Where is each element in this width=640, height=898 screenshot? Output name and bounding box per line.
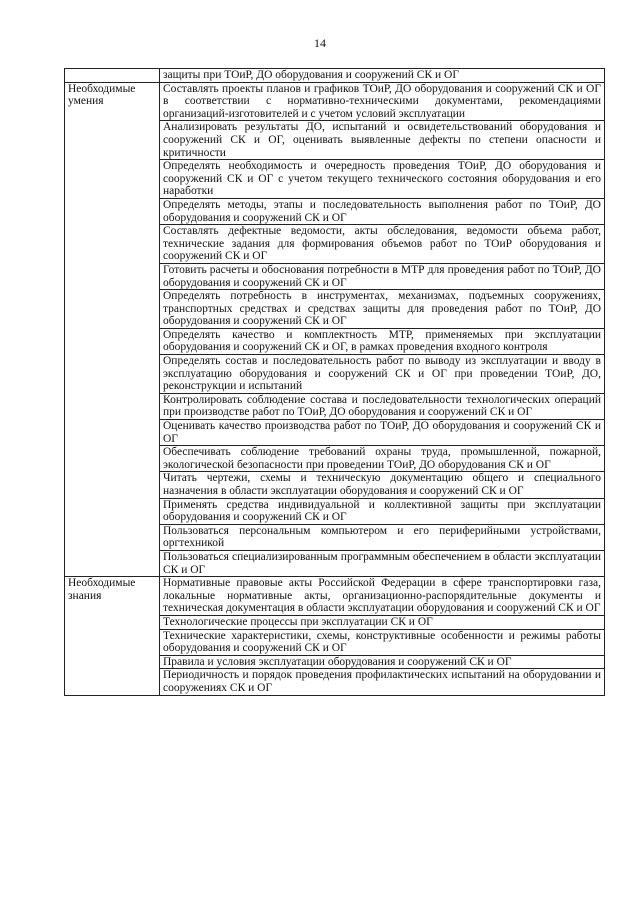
requirement-item: Готовить расчеты и обоснования потребности в МТР для проведения работ по ТОиР, ДО оборудования и сооружений СК и ОГ	[160, 263, 605, 289]
requirement-item: Периодичность и порядок проведения профилактических испытаний на оборудовании и сооружениях СК и ОГ	[160, 669, 605, 695]
table-row	[65, 82, 605, 121]
requirement-item: Обеспечивать соблюдение требований охраны труда, промышленной, пожарной, экологической безопасности при проведении ТОиР, ДО оборудования СК и ОГ	[160, 446, 605, 472]
requirement-item: Оценивать качество производства работ по ТОиР, ДО оборудования и сооружений СК и ОГ	[160, 420, 605, 446]
requirements-table	[64, 68, 605, 696]
requirement-item: Читать чертежи, схемы и техническую документацию общего и специального назначения в области эксплуатации оборудования и сооружений СК и ОГ	[160, 472, 605, 498]
requirement-item: Контролировать соблюдение состава и последовательности технологических операций при производстве работ по ТОиР, ДО оборудования и сооружений СК и ОГ	[160, 393, 605, 419]
continuation-text: защиты при ТОиР, ДО оборудования и сооружений СК и ОГ	[160, 69, 605, 83]
table-row	[65, 69, 605, 83]
requirement-item: Определять методы, этапы и последовательность выполнения работ по ТОиР, ДО оборудования и сооружений СК и ОГ	[160, 198, 605, 224]
requirement-item: Технологические процессы при эксплуатации СК и ОГ	[160, 615, 605, 629]
requirement-item: Определять необходимость и очередность проведения ТОиР, ДО оборудования и сооружений СК и ОГ с учетом текущего технического состояния оборудования и его наработки	[160, 160, 605, 199]
requirement-item: Технические характеристики, схемы, конструктивные особенности и режимы работы оборудования и сооружений СК и ОГ	[160, 629, 605, 655]
requirement-item: Составлять дефектные ведомости, акты обследования, ведомости объема работ, технические задания для формирования объемов работ по ТОиР оборудования и сооружений СК и ОГ	[160, 225, 605, 264]
page-number: 14	[314, 36, 326, 50]
requirement-item: Анализировать результаты ДО, испытаний и освидетельствований оборудования и сооружений СК и ОГ, оценивать выявленные дефекты по степени опасности и критичности	[160, 121, 605, 160]
table-row	[65, 577, 605, 616]
requirement-item: Применять средства индивидуальной и коллективной защиты при эксплуатации оборудования и сооружений СК и ОГ	[160, 498, 605, 524]
row-label: Необходимые знания	[65, 577, 160, 695]
requirement-item: Правила и условия эксплуатации оборудования и сооружений СК и ОГ	[160, 655, 605, 669]
requirement-item: Определять состав и последовательность работ по выводу из эксплуатации и вводу в эксплуатацию оборудования и сооружений СК и ОГ при проведении ТОиР, ДО, реконструкции и испытаний	[160, 355, 605, 394]
requirement-item: Пользоваться персональным компьютером и его периферийными устройствами, оргтехникой	[160, 524, 605, 550]
requirement-item: Определять потребность в инструментах, механизмах, подъемных сооружениях, транспортных средствах и средствах защиты для проведения работ по ТОиР, ДО оборудования и сооружений СК и ОГ	[160, 290, 605, 329]
requirement-item: Определять качество и комплектность МТР, применяемых при эксплуатации оборудования и сооружений СК и ОГ, в рамках проведения входного контроля	[160, 328, 605, 354]
requirements-table-body	[65, 69, 605, 696]
row-label: Необходимые умения	[65, 82, 160, 577]
requirement-item: Пользоваться специализированным программным обеспечением в области эксплуатации СК и ОГ	[160, 550, 605, 576]
requirement-item: Нормативные правовые акты Российской Федерации в сфере транспортировки газа, локальные нормативные акты, организационно-распорядительные документы и техническая документация в области эксплуатации оборудования и сооружений СК и ОГ	[160, 577, 605, 616]
row-label	[65, 69, 160, 83]
requirement-item: Составлять проекты планов и графиков ТОиР, ДО оборудования и сооружений СК и ОГ в соответствии с нормативно-техническими документами, рекомендациями организаций-изготовителей и с учетом условий эксплуатации	[160, 82, 605, 121]
